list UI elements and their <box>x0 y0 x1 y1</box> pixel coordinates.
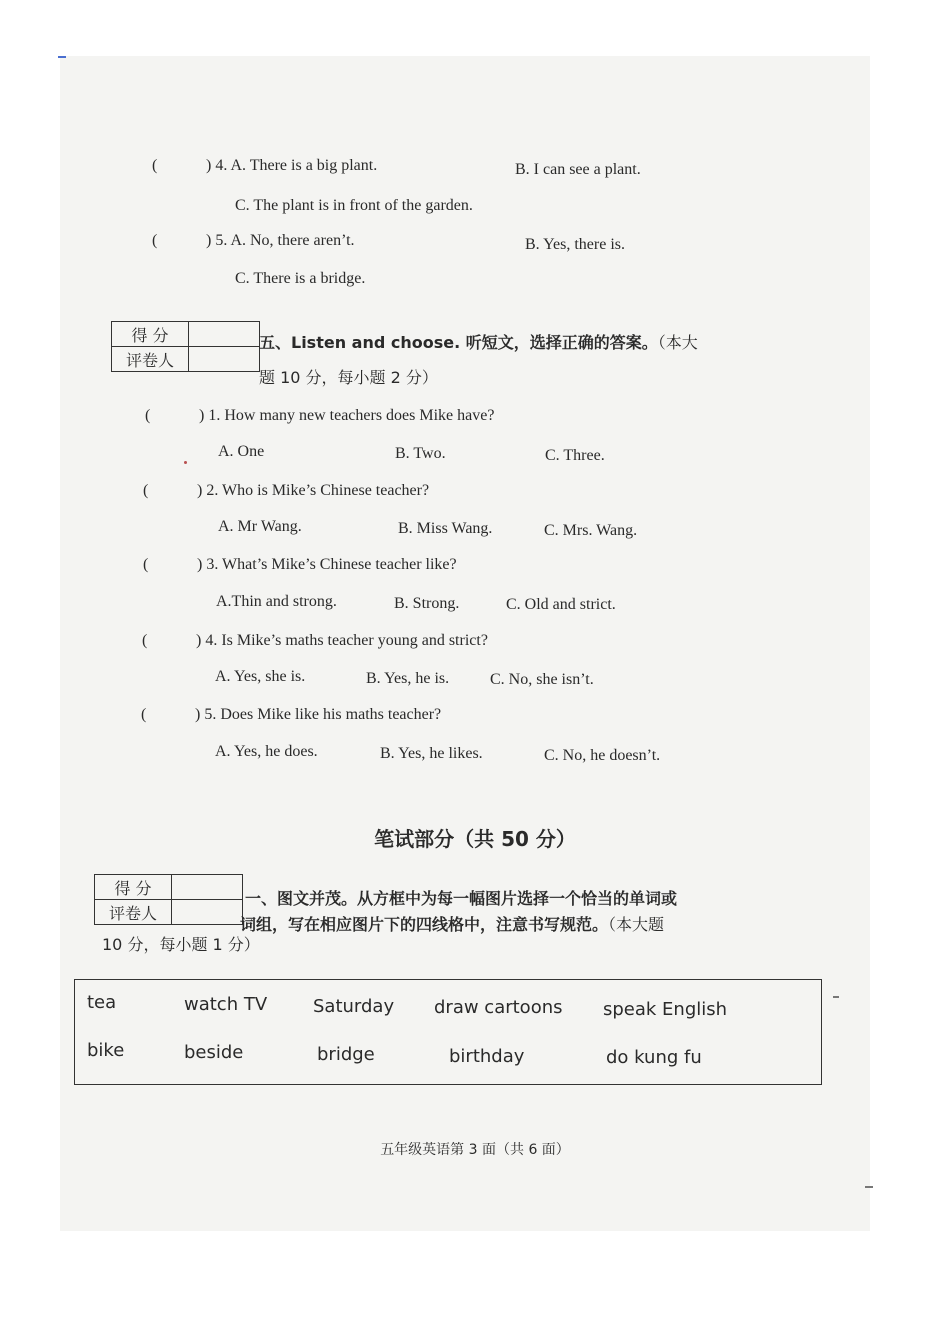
question-5-option-c: C. There is a bridge. <box>235 270 366 287</box>
score-label: 得 分 <box>112 322 189 347</box>
scan-speck <box>833 996 839 998</box>
word-item: speak English <box>603 999 728 1020</box>
scan-speck <box>184 461 187 464</box>
grader-cell[interactable] <box>189 347 260 372</box>
grader-cell[interactable] <box>172 900 243 925</box>
word-item: beside <box>184 1042 244 1063</box>
section1-heading: 一、图文并茂。从方框中为每一幅图片选择一个恰当的单词或 <box>245 889 678 908</box>
s5-q3-option-c: C. Old and strict. <box>506 596 616 613</box>
s5-question-5: ( ) 5. Does Mike like his maths teacher? <box>141 706 442 723</box>
score-box-section1 <box>94 874 243 925</box>
s5-question-4: ( ) 4. Is Mike’s maths teacher young and strict? <box>142 632 488 649</box>
section5-heading: 五、Listen and choose. 听短文，选择正确的答案。（本大 <box>259 333 698 352</box>
s5-q2-option-b: B. Miss Wang. <box>398 520 493 537</box>
word-item: do kung fu <box>606 1047 702 1068</box>
scan-speck <box>865 1186 873 1188</box>
s5-question-1: ( ) 1. How many new teachers does Mike have? <box>145 407 495 424</box>
s5-q1-option-c: C. Three. <box>545 447 605 464</box>
grader-label: 评卷人 <box>112 347 189 372</box>
question-4-option-c: C. The plant is in front of the garden. <box>235 197 473 214</box>
s5-q4-option-a: A. Yes, she is. <box>215 668 306 685</box>
s5-q2-option-a: A. Mr Wang. <box>218 518 302 535</box>
word-item: bike <box>87 1040 125 1061</box>
word-item: draw cartoons <box>434 997 563 1018</box>
s5-question-2: ( ) 2. Who is Mike’s Chinese teacher? <box>143 482 430 499</box>
word-item: watch TV <box>184 994 268 1015</box>
section1-note: 10 分，每小题 1 分） <box>102 935 260 954</box>
s5-q5-option-c: C. No, he doesn’t. <box>544 747 661 764</box>
word-item: birthday <box>449 1046 525 1067</box>
section5-note: 题 10 分，每小题 2 分） <box>259 368 438 387</box>
page-footer: 五年级英语第 3 面（共 6 面） <box>380 1142 570 1158</box>
s5-q3-option-a: A.Thin and strong. <box>216 593 337 610</box>
question-4-option-b: B. I can see a plant. <box>515 161 641 178</box>
word-item: Saturday <box>313 996 395 1017</box>
s5-q3-option-b: B. Strong. <box>394 595 460 612</box>
s5-q4-option-c: C. No, she isn’t. <box>490 671 594 688</box>
score-cell[interactable] <box>172 875 243 900</box>
score-cell[interactable] <box>189 322 260 347</box>
question-5-stem: ( ) 5. A. No, there aren’t. <box>152 232 355 249</box>
scan-mark <box>58 56 66 58</box>
s5-q2-option-c: C. Mrs. Wang. <box>544 522 638 539</box>
word-item: bridge <box>317 1044 375 1065</box>
word-item: tea <box>87 992 117 1013</box>
s5-q5-option-b: B. Yes, he likes. <box>380 745 483 762</box>
s5-q1-option-a: A. One <box>218 443 265 460</box>
s5-question-3: ( ) 3. What’s Mike’s Chinese teacher like? <box>143 556 457 573</box>
score-label: 得 分 <box>95 875 172 900</box>
question-4-stem: ( ) 4. A. There is a big plant. <box>152 157 378 174</box>
grader-label: 评卷人 <box>95 900 172 925</box>
question-5-option-b: B. Yes, there is. <box>525 236 626 253</box>
written-part-title: 笔试部分（共 50 分） <box>374 827 576 851</box>
score-box-section5 <box>111 321 260 372</box>
s5-q4-option-b: B. Yes, he is. <box>366 670 450 687</box>
section1-instruction: 词组，写在相应图片下的四线格中，注意书写规范。（本大题 <box>240 915 665 934</box>
s5-q1-option-b: B. Two. <box>395 445 446 462</box>
s5-q5-option-a: A. Yes, he does. <box>215 743 318 760</box>
